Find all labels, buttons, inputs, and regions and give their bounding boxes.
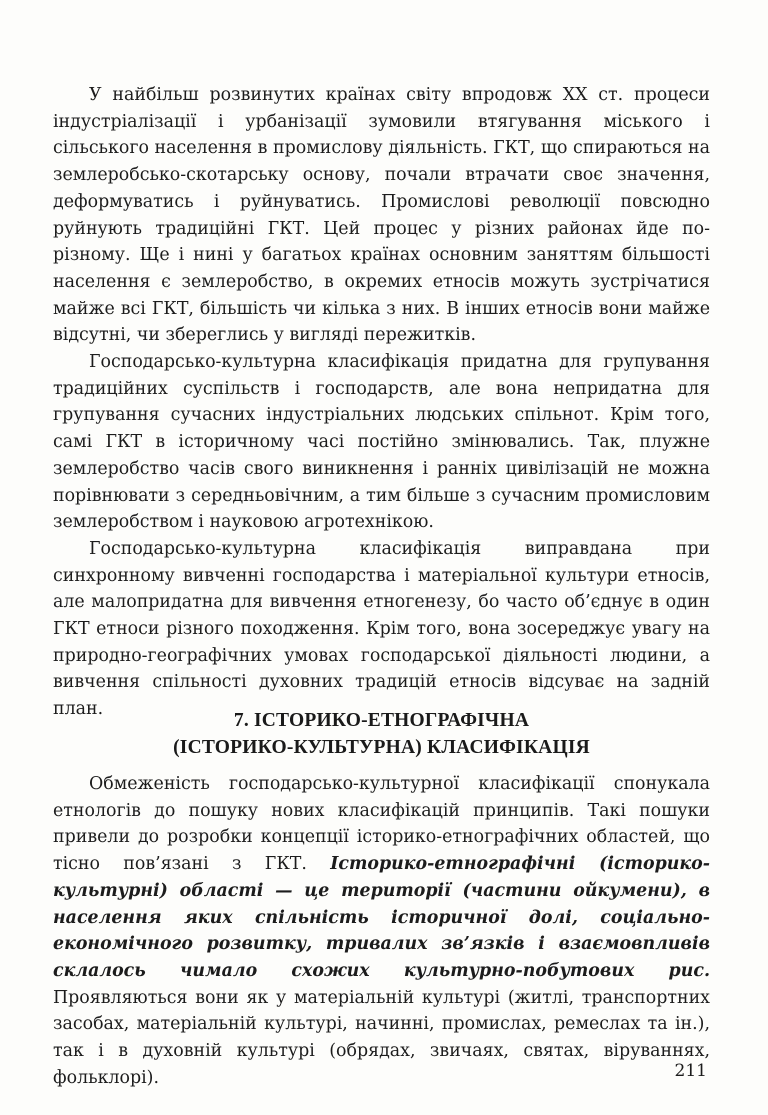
- definition-text: Історико-етнографічні (історико-культурні) області — це території (частини ойкумени), в населення яких спільність історичної долі, соціально-економічного розвитку, тривалих зв’язків і взаємовпливів склалось чимало схожих культурно-побутових рис.: [53, 854, 710, 981]
- section-heading-line-2: (ІСТОРИКО-КУЛЬТУРНА) КЛАСИФІКАЦІЯ: [173, 737, 590, 758]
- paragraph-1: У найбільш розвинутих країнах світу впродовж XX ст. процеси індустріалізації і урбанізації зумовили втягування міського і сільського населення в промислову діяльність. ГКТ, що спираються на землеробсько-скотарську основу, почали втрачати своє значення, деформуватись і руйнуватись. Промислові революції повсюдно руйнують традиційні ГКТ. Цей процес у різних районах йде по-різному. Ще і нині у багатьох країнах основним заняттям більшості населення є землеробство, в окремих етносів можуть зустрічатися майже всі ГКТ, більшість чи кілька з них. В інших етносів вони майже відсутні, чи збереглись у вигляді пережитків.: [53, 85, 710, 346]
- paragraph-4-intro: Обмеженість господарсько-культурної класифікації спонукала етнологів до пошуку нових класифікацій принципів. Такі пошуки привели до розробки концепції історико-етнографічних областей, що тісно пов’язані з ГКТ.: [53, 774, 710, 875]
- page-number: 211: [674, 1061, 707, 1081]
- paragraph-4: [53, 771, 710, 1091]
- paragraph-3: Господарсько-культурна класифікація виправдана при синхронному вивченні господарства і матеріальної культури етносів, але малопридатна для вивчення етногенезу, бо часто об’єднує в один ГКТ етноси різного походження. Крім того, вона зосереджує увагу на природно-географічних умовах господарської діяльності людини, а вивчення спільності духовних традицій етносів відсуває на задній план.: [53, 538, 710, 720]
- section-heading: [53, 707, 710, 761]
- paragraph-2: Господарсько-культурна класифікація придатна для групування традиційних суспільств і господарств, але вона непридатна для групування сучасних індустріальних людських спільнот. Крім того, самі ГКТ в історичному часі постійно змінювались. Так, плужне землеробство часів свого виникнення і ранніх цивілізацій не можна порівнювати з середньовічним, а тим більше з сучасним промисловим землеробством і науковою агротехнікою.: [53, 352, 710, 533]
- paragraph-4-outro: Проявляються вони як у матеріальній культурі (житлі, транспортних засобах, матеріальній культурі, начинні, промислах, ремеслах та ін.), так і в духовній культурі (обрядах, звичаях, святах, віруваннях, фольклорі).: [53, 987, 710, 1088]
- section-heading-line-1: 7. ІСТОРИКО-ЕТНОГРАФІЧНА: [233, 710, 530, 731]
- body-text-top: [53, 82, 710, 723]
- body-text-bottom: [53, 771, 710, 1091]
